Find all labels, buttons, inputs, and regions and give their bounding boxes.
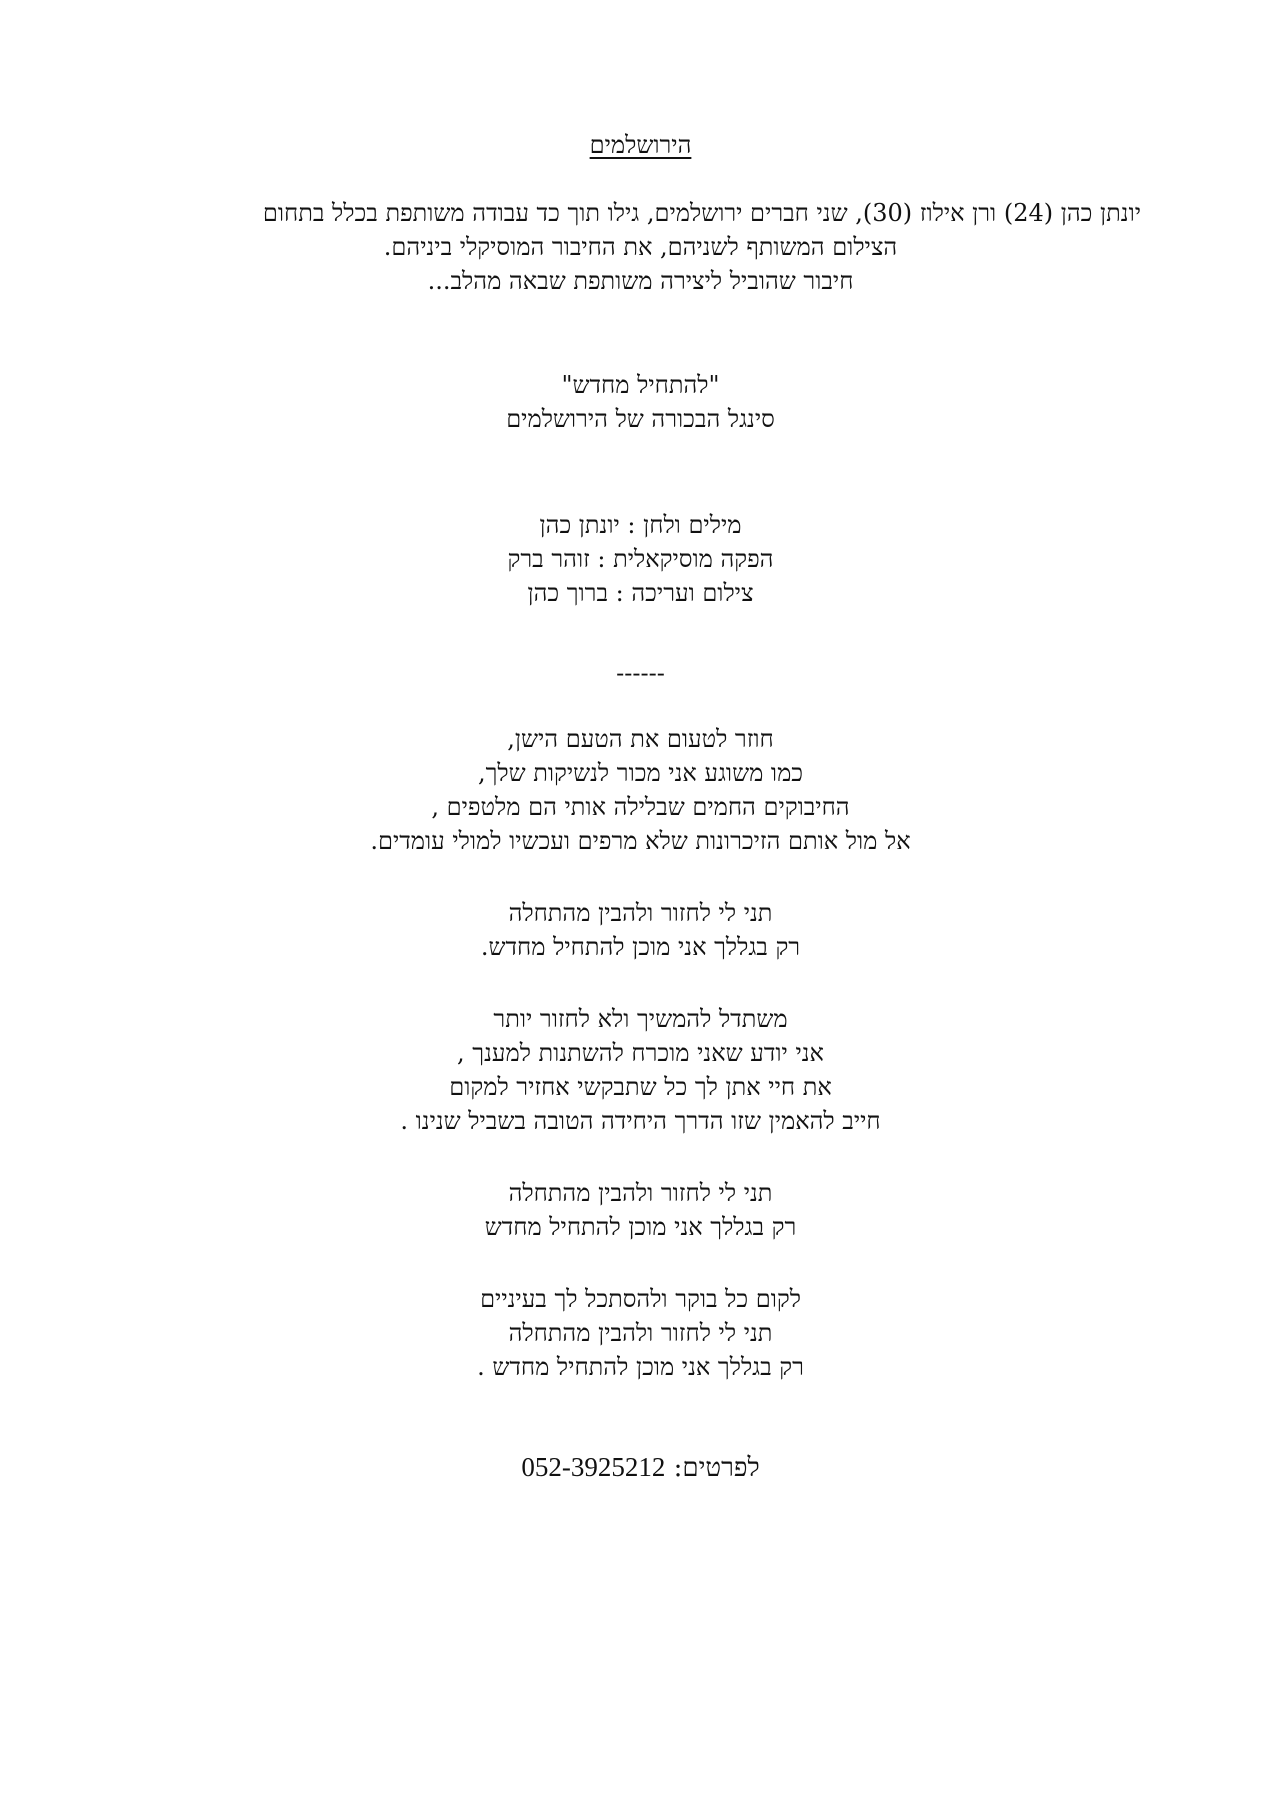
lyric-line: לקום כל בוקר ולהסתכל לך בעיניים bbox=[480, 1285, 801, 1313]
credits bbox=[140, 508, 1141, 610]
lyric-line: תני לי לחזור ולהבין מהתחלה bbox=[508, 899, 773, 927]
lyric-line: תני לי לחזור ולהבין מהתחלה bbox=[508, 1319, 773, 1347]
lyric-line: כמו משוגע אני מכור לנשיקות שלך, bbox=[477, 759, 804, 787]
lyric-line: החיבוקים החמים שבלילה אותי הם מלטפים , bbox=[431, 793, 850, 821]
page-title: הירושלמים bbox=[589, 131, 692, 159]
lyrics-verse bbox=[140, 722, 1141, 858]
intro-line: הצילום המשותף לשניהם, את החיבור המוסיקלי ביניהם. bbox=[383, 233, 898, 261]
credit-line: צילום ועריכה : ברוך כהן bbox=[527, 579, 754, 607]
lyric-line: חייב להאמין שזו הדרך היחידה הטובה בשביל שנינו . bbox=[400, 1107, 881, 1135]
contact-info bbox=[140, 1450, 1141, 1485]
single-subtitle: סינגל הבכורה של הירושלמים bbox=[506, 405, 775, 433]
lyric-line: חוזר לטעום את הטעם הישן, bbox=[507, 725, 774, 753]
credit-line: הפקה מוסיקאלית : זוהר ברק bbox=[507, 545, 774, 573]
intro-line: יונתן כהן (24) ורן אילוז (30), שני חברים ירושלמים, גילו תוך כד עבודה משותפת בכלל בתחום bbox=[262, 199, 1141, 227]
intro-line: חיבור שהוביל ליצירה משותפת שבאה מהלב... bbox=[427, 267, 854, 295]
lyric-line: אל מול אותם הזיכרונות שלא מרפים ועכשיו למולי עומדים. bbox=[370, 827, 911, 855]
credit-line: מילים ולחן : יונתן כהן bbox=[539, 511, 742, 539]
separator: ------ bbox=[616, 659, 665, 687]
lyric-line: רק בגללך אני מוכן להתחיל מחדש . bbox=[477, 1353, 804, 1381]
lyric-line: רק בגללך אני מוכן להתחיל מחדש. bbox=[480, 933, 801, 961]
contact-phone: 052-3925212 bbox=[521, 1452, 666, 1482]
single-heading bbox=[140, 368, 1141, 436]
lyrics-chorus bbox=[140, 896, 1141, 964]
lyric-line: משתדל להמשיך ולא לחזור יותר bbox=[493, 1005, 788, 1033]
lyrics-verse bbox=[140, 1002, 1141, 1138]
intro-paragraph bbox=[140, 196, 1141, 298]
lyrics-chorus bbox=[140, 1176, 1141, 1244]
single-name: "להתחיל מחדש" bbox=[561, 371, 720, 399]
lyric-line: רק בגללך אני מוכן להתחיל מחדש bbox=[484, 1213, 797, 1241]
lyrics-bridge bbox=[140, 1282, 1141, 1384]
lyric-line: את חיי אתן לך כל שתבקשי אחזיר למקום bbox=[449, 1073, 832, 1101]
lyric-line: אני יודע שאני מוכרח להשתנות למענך , bbox=[457, 1039, 824, 1067]
lyric-line: תני לי לחזור ולהבין מהתחלה bbox=[508, 1179, 773, 1207]
contact-label: לפרטים: bbox=[673, 1453, 760, 1483]
